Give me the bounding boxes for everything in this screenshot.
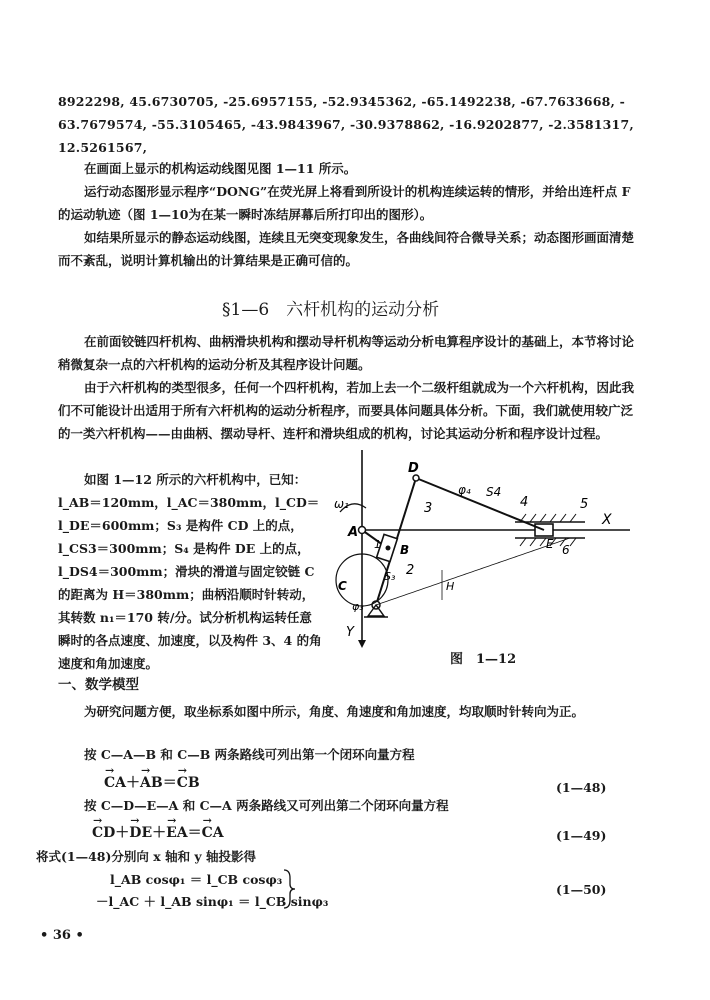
label-b: B (400, 543, 410, 557)
equation-number-1-50: (1—50) (556, 882, 607, 897)
label-c: C (338, 579, 347, 593)
model-paragraph-2: 按 C—A—B 和 C—B 两条路线可列出第一个闭环向量方程 (84, 747, 415, 762)
figure-caption: 图 1—12 (450, 652, 517, 667)
equation-number-1-48: (1—48) (556, 780, 607, 795)
label-3: 3 (424, 501, 433, 516)
vector-ca-2: → CA (202, 825, 224, 841)
label-x: X (602, 512, 612, 528)
label-4: 4 (520, 495, 529, 510)
section-paragraph-2: 由于六杆机构的类型很多，任何一个四杆机构，若加上去一个二级杆组就成为一个六杆机构，因此我们不可能设计出适用于所有六杆机构的运动分析程序，而要具体问题具体分析。下面，我们就使用较广泛的一类六杆机构——由曲柄、摆动导杆、连杆和滑块组成的机构，讨论其运动分析和程序设计过程。 (58, 380, 635, 441)
model-paragraph-1: 为研究问题方便，取坐标系如图中所示，角度、角速度和角加速度，均取顺时针转向为正。 (84, 704, 585, 719)
equation-number-1-49: (1—49) (556, 828, 607, 843)
label-phi4: φ₄ (458, 483, 471, 497)
vector-ca: → CA (104, 775, 126, 791)
section-title: §1—6 六杆机构的运动分析 (222, 300, 440, 320)
joint-b (386, 546, 391, 551)
section-paragraph-1: 在前面铰链四杆机构、曲柄滑块机构和摆动导杆机构等运动分析电算程序设计的基础上，本节将讨论稍微复杂一点的六杆机构的运动分析及其程序设计问题。 (58, 334, 635, 372)
label-d: D (408, 461, 419, 476)
data-line-3: 12.5261567, (58, 140, 148, 155)
label-phi3: φ₃ (352, 600, 364, 613)
page-number: • 36 • (40, 928, 84, 943)
intro-paragraph-1: 在画面上显示的机构运动线图见图 1—11 所示。 (84, 161, 357, 176)
joint-a (359, 527, 366, 534)
equation-1-50-line-1: l_AB cosφ₁ ＝ l_CB cosφ₃ (110, 872, 283, 887)
equation-1-48: → CA＋→ AB＝→ CB (104, 772, 200, 792)
vector-de: → DE (129, 825, 152, 841)
label-s4: S4 (486, 485, 502, 499)
label-s3: S₃ (384, 570, 396, 583)
vector-ea: → EA (166, 825, 188, 841)
vector-cd: → CD (92, 825, 115, 841)
label-e: E (546, 537, 554, 551)
label-5: 5 (580, 497, 589, 512)
intro-paragraph-2: 运行动态图形显示程序“DONG”在荧光屏上将看到所设计的机构连续运转的情形，并给出连杆点 F 的运动轨迹（图 1—10为在某一瞬时冻结屏幕后所打印出的图形）。 (58, 184, 631, 222)
model-paragraph-4: 将式(1—48)分别向 x 轴和 y 轴投影得 (36, 849, 257, 864)
intro-paragraph-3: 如结果所显示的静态运动线图，连续且无突变现象发生，各曲线间符合微导关系；动态图形画面清楚而不紊乱，说明计算机输出的计算结果是正确可信的。 (58, 230, 635, 268)
equation-brace (282, 868, 296, 910)
section-paragraph-3: 如图 1—12 所示的六杆机构中，已知：l_AB＝120mm，l_AC＝380mm，l_CD＝l_DE＝600mm；S₃ 是构件 CD 上的点，l_CS3＝300mm；S₄ 是构件 DE 上的点，l_DS4＝300mm；滑块的滑道与固定铰链 C 的距离为 H＝380mm；曲柄沿顺时针转动，其转数 n₁＝170 转/分。试分析机构运转任意瞬时的各点速度、加速度，以及构件 3、4 的角速度和角加速度。 (58, 472, 322, 671)
label-omega1: ω₁ (334, 497, 349, 511)
y-axis-arrow (358, 640, 366, 648)
model-paragraph-3: 按 C—D—E—A 和 C—A 两条路线又可列出第二个闭环向量方程 (84, 798, 449, 813)
equation-1-50-line-2: －l_AC ＋ l_AB sinφ₁ ＝ l_CB sinφ₃ (96, 894, 329, 909)
vector-cb: → CB (177, 775, 200, 791)
label-6: 6 (562, 543, 570, 557)
label-h: H (446, 580, 455, 593)
vector-ab: → AB (140, 775, 163, 791)
data-line-2: 63.7679574, -55.3105465, -43.9843967, -30.9378862, -16.9202877, -2.3581317, (58, 117, 634, 132)
label-1: 1 (374, 538, 381, 551)
subsection-title: 一、数学模型 (58, 677, 139, 693)
label-y: Y (346, 625, 354, 640)
label-a: A (348, 525, 359, 540)
label-2: 2 (406, 563, 415, 578)
mechanism-figure (330, 450, 650, 650)
equation-1-49: → CD＋→ DE＋→ EA＝→ CA (92, 822, 224, 842)
data-line-1: 8922298, 45.6730705, -25.6957155, -52.9345362, -65.1492238, -67.7633668, - (58, 94, 625, 109)
